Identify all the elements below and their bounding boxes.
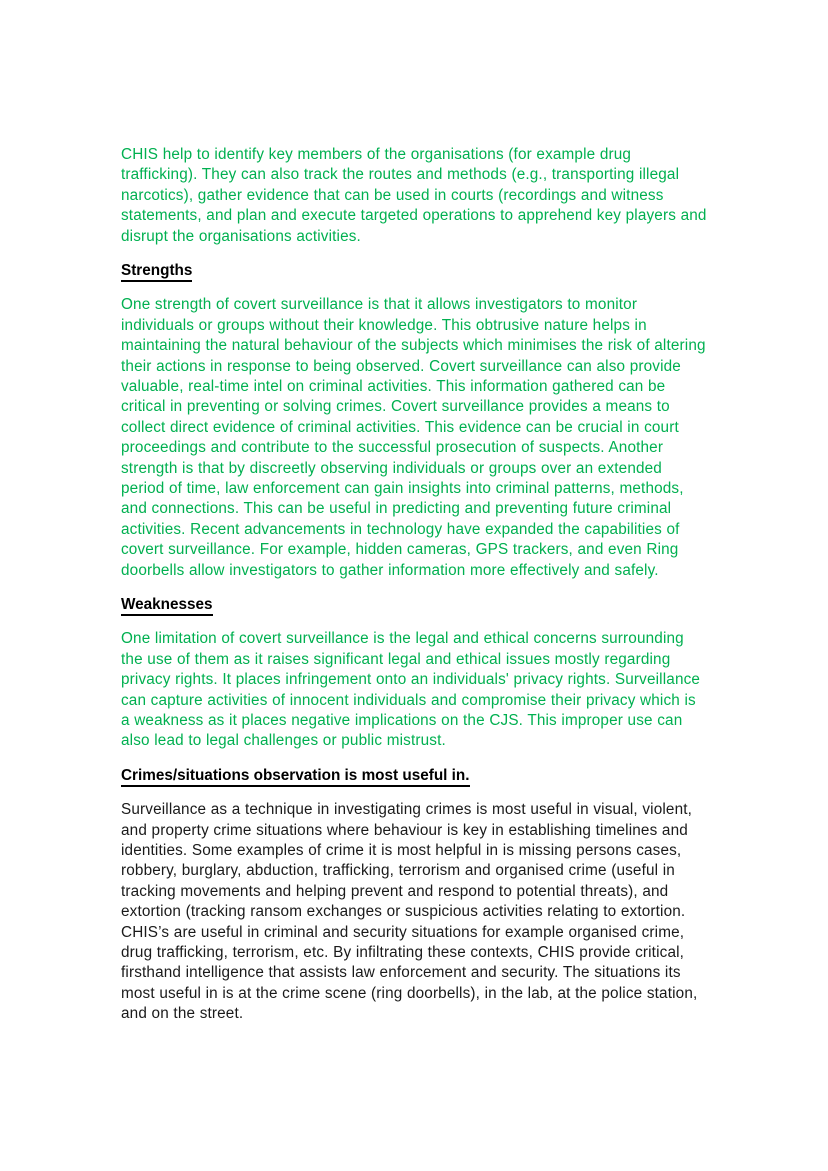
heading-crimes-situations — [121, 766, 709, 786]
document-text-column — [121, 145, 709, 1039]
paragraph-intro-chis: CHIS help to identify key members of the organisations (for example drug trafficking). They can also track the routes and methods (e.g., transporting illegal narcotics), gather evidence that can be used in courts (recordings and witness statements, and plan and execute targeted operations to apprehend key players and disrupt the organisations activities. — [121, 146, 707, 245]
heading-weaknesses — [121, 595, 709, 615]
paragraph-strengths-body: One strength of covert surveillance is that it allows investigators to monitor individuals or groups without their knowledge. This obtrusive nature helps in maintaining the natural behaviour of the subjects which minimises the risk of altering their actions in response to being observed. Covert surveillance can also provide valuable, real-time intel on criminal activities. This information gathered can be critical in preventing or solving crimes. Covert surveillance provides a means to collect direct evidence of criminal activities. This evidence can be crucial in court proceedings and contribute to the successful prosecution of suspects. Another strength is that by discreetly observing individuals or groups over an extended period of time, law enforcement can gain insights into criminal patterns, methods, and connections. This can be useful in predicting and preventing future criminal activities. Recent advancements in technology have expanded the capabilities of covert surveillance. For example, hidden cameras, GPS trackers, and even Ring doorbells allow investigators to gather information more effectively and safely. — [121, 296, 706, 579]
heading-strengths — [121, 261, 709, 281]
paragraph-weaknesses-body: One limitation of covert surveillance is the legal and ethical concerns surrounding the use of them as it raises significant legal and ethical issues mostly regarding privacy rights. It places infringement onto an individuals' privacy rights. Surveillance can capture activities of innocent individuals and compromise their privacy which is a weakness as it places negative implications on the CJS. This improper use can also lead to legal challenges or public mistrust. — [121, 630, 701, 750]
heading-strengths-label: Strengths — [121, 262, 192, 282]
heading-crimes-situations-label: Crimes/situations observation is most useful in. — [121, 767, 470, 787]
paragraph-crimes-body: Surveillance as a technique in investigating crimes is most useful in visual, violent, and property crime situations where behaviour is key in establishing timelines and identities. Some examples of crime it is most helpful in is missing persons cases, robbery, burglary, abduction, trafficking, terrorism and organised crime (useful in tracking movements and helping prevent and respond to potential threats), and extortion (tracking ransom exchanges or suspicious activities relating to extortion. CHIS’s are useful in criminal and security situations for example organised crime, drug trafficking, terrorism, etc. By infiltrating these contexts, CHIS provide critical, firsthand intelligence that assists law enforcement and security. The situations its most useful in is at the crime scene (ring doorbells), in the lab, at the police station, and on the street. — [121, 801, 698, 1023]
heading-weaknesses-label: Weaknesses — [121, 596, 213, 616]
